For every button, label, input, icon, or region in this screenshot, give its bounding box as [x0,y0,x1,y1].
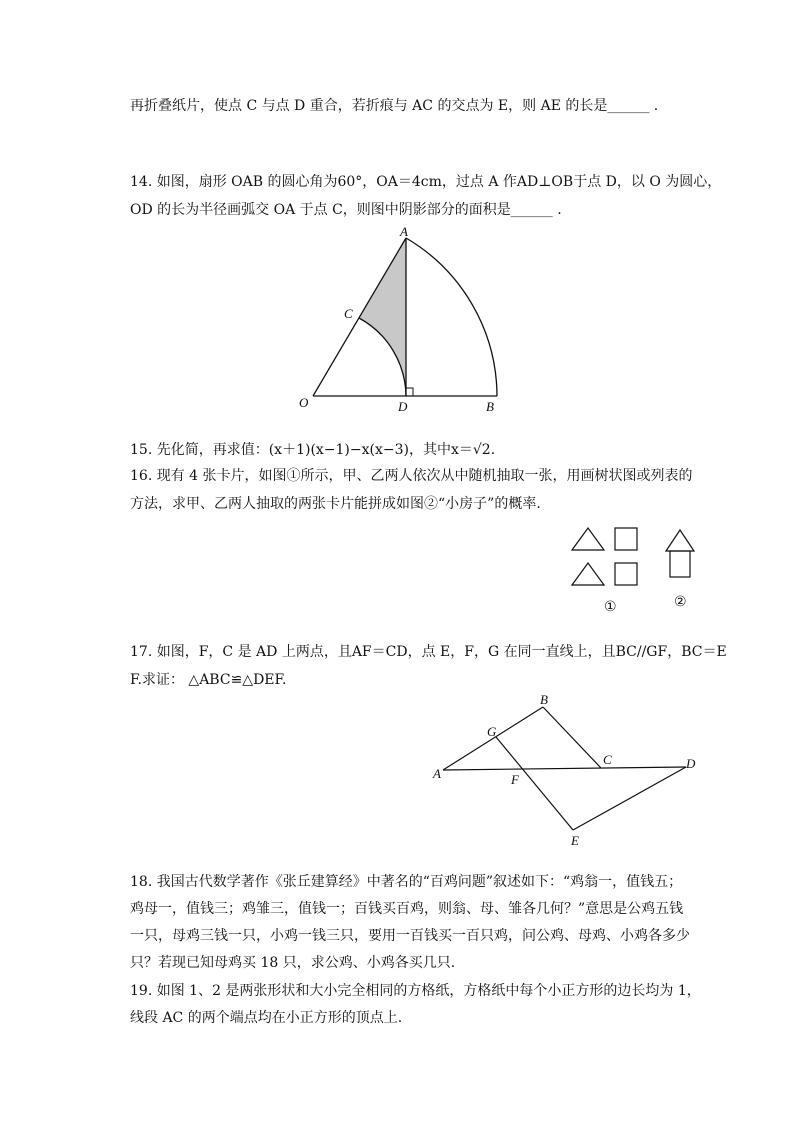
label-O: O [299,395,309,410]
segment-ED [573,767,686,830]
card-square-1 [615,528,637,550]
card-square-2 [615,563,637,585]
segment-AD [443,767,686,770]
card-triangle-1 [572,528,604,550]
fig1-label: ① [604,599,617,615]
label-G: G [487,724,497,739]
q18-line2: 鸡母一，值钱三；鸡雏三，值钱一；百钱买百鸡，则翁、母、雏各几何？”意思是公鸡五钱 [130,901,684,917]
shaded-region [359,238,406,396]
label-E: E [571,833,579,848]
q15-text: 15. 先化简，再求值：(x＋1)(x−1)−x(x−3)，其中x＝√2. [130,442,496,458]
house-roof [666,530,694,551]
label-C: C [603,752,612,767]
q17-triangles-figure [430,690,700,850]
q14-line1: 14. 如图，扇形 OAB 的圆心角为60°，OA＝4cm，过点 A 作AD⊥OB于点 D，以 O 为圆心， [130,174,722,190]
label-A: A [400,224,408,239]
arc-AB [406,238,497,396]
q16-cards-figure [565,520,705,620]
q19-line2: 线段 AC 的两个端点均在小正方形的顶点上. [130,1010,403,1026]
label-A: A [433,766,441,781]
label-C: C [344,306,353,321]
q13-tail-text: 再折叠纸片，使点 C 与点 D 重合，若折痕与 AC 的交点为 E，则 AE 的长是______ . [130,98,659,114]
label-B: B [540,692,548,707]
house-body [670,551,690,577]
q18-line4: 只？若现已知母鸡买 18 只，求公鸡、小鸡各买几只. [130,955,456,971]
label-B: B [486,399,494,414]
card-triangle-2 [572,563,604,585]
segment-BC [543,707,601,768]
right-angle-mark [406,388,413,396]
q14-line2: OD 的长为半径画弧交 OA 于点 C，则图中阴影部分的面积是______ . [130,202,562,218]
q18-line1: 18. 我国古代数学著作《张丘建算经》中著名的“百鸡问题”叙述如下：“鸡翁一，值钱五； [130,874,683,890]
segment-GE [496,737,573,830]
q17-line2: F.求证： △ABC≌△DEF. [130,672,287,688]
label-F: F [511,772,519,787]
q17-line1: 17. 如图，F，C 是 AD 上两点，且AF＝CD，点 E，F，G 在同一直线上，且BC//GF，BC＝E [130,644,727,660]
label-D: D [398,399,408,414]
q14-sector-figure [290,225,520,425]
q18-line3: 一只，母鸡三钱一只，小鸡一钱三只，要用一百钱买一百只鸡，问公鸡、母鸡、小鸡各多少 [130,928,690,944]
q19-line1: 19. 如图 1、2 是两张形状和大小完全相同的方格纸，方格纸中每个小正方形的边长均为 1， [130,983,701,999]
fig2-label: ② [674,594,687,610]
q16-line1: 16. 现有 4 张卡片，如图①所示，甲、乙两人依次从中随机抽取一张，用画树状图或列表的 [130,468,693,484]
q16-line2: 方法，求甲、乙两人抽取的两张卡片能拼成如图②“小房子”的概率. [130,496,541,512]
label-D: D [686,756,696,771]
